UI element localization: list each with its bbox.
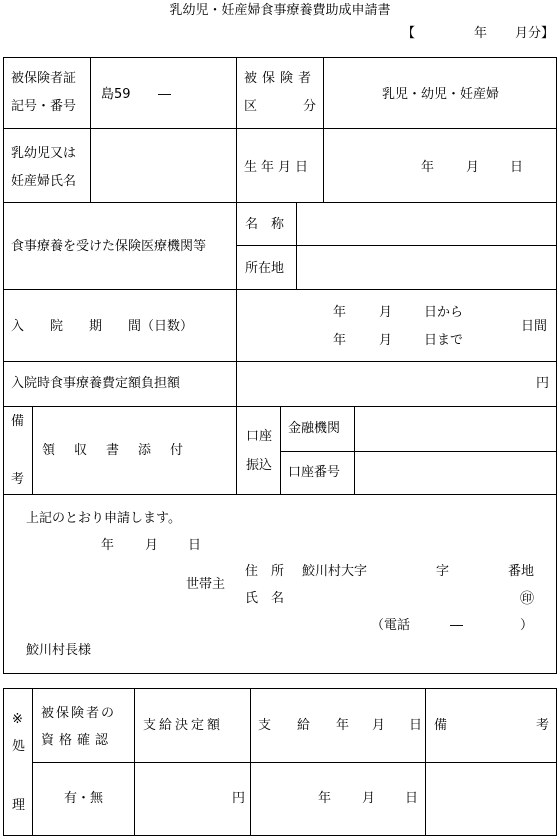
- col-divider: [236, 57, 237, 202]
- declaration-month: 月: [145, 538, 159, 553]
- col-divider: [280, 406, 281, 495]
- householder-label: 世帯主: [186, 577, 226, 592]
- payment-date-label-year: 年: [336, 718, 350, 733]
- facility-address-field[interactable]: [297, 246, 557, 289]
- stay-from-year: 年: [333, 305, 347, 320]
- payment-date-label-kyu: 給: [297, 718, 311, 733]
- address-field[interactable]: [380, 561, 432, 581]
- burden-unit: 円: [536, 376, 550, 391]
- payment-day-unit: 日: [405, 791, 419, 806]
- qualification-options[interactable]: 有・無: [64, 791, 104, 806]
- stay-period-label: 入 院 期 間（日数）: [11, 319, 194, 334]
- birth-month-unit: 月: [466, 160, 480, 175]
- phone-open: （電話: [371, 618, 411, 633]
- payment-date-field[interactable]: [251, 763, 425, 836]
- insured-number-symbol: 島59: [101, 87, 131, 102]
- stay-from-month: 月: [379, 305, 393, 320]
- col-divider: [236, 406, 237, 495]
- account-number-field[interactable]: [355, 452, 557, 495]
- phone-close: ）: [520, 618, 534, 633]
- transfer-label-line2: 振込: [246, 458, 273, 473]
- address-aza: 字: [436, 564, 450, 579]
- office-remarks-label-bi: 備: [434, 718, 448, 733]
- facility-address-label: 所在地: [245, 261, 285, 276]
- payment-year-unit: 年: [318, 791, 332, 806]
- stay-from-day: 日から: [424, 305, 464, 320]
- period-year-field[interactable]: [418, 24, 470, 42]
- burden-label: 入院時食事療養費定額負担額: [11, 376, 181, 391]
- name-label-line2: 妊産婦氏名: [11, 174, 77, 189]
- category-label-bun: 分: [302, 99, 316, 114]
- page-title: 乳幼児・妊産婦食事療養費助成申請書: [169, 3, 391, 18]
- qualification-label-line1: 被保険者の: [41, 706, 117, 721]
- decided-amount-unit: 円: [232, 791, 246, 806]
- office-side-sho: 処: [12, 739, 26, 754]
- insured-number-label-line1: 被保険者証: [11, 71, 77, 86]
- birthdate-label: 生年月日: [244, 160, 313, 175]
- stay-period-field[interactable]: [237, 290, 557, 361]
- facility-name-label: 名 称: [245, 217, 285, 232]
- bank-field[interactable]: [355, 407, 557, 451]
- phone-dash: ―: [450, 618, 463, 633]
- payment-date-label-shi: 支: [258, 718, 272, 733]
- receipt-attached-label: 領 収 書 添 付: [42, 443, 187, 458]
- category-label-line1: [244, 72, 316, 85]
- facility-name-field[interactable]: [297, 203, 557, 245]
- qualification-label-line2: 資格確認: [41, 733, 114, 748]
- col-divider: [32, 406, 33, 495]
- office-side-ri: 理: [12, 798, 26, 813]
- category-label-text: 被保険者: [244, 71, 317, 86]
- payment-date-label-month: 月: [372, 718, 386, 733]
- remarks-label-top: 備: [11, 414, 25, 429]
- declaration-day: 日: [188, 538, 202, 553]
- stay-days-unit: 日間: [521, 319, 548, 334]
- name-label-line1: 乳幼児又は: [11, 146, 77, 161]
- stay-to-day: 日まで: [424, 333, 464, 348]
- decided-amount-label: 支給決定額: [143, 718, 224, 733]
- insured-number-label-line2: 記号・番号: [11, 99, 77, 114]
- householder-name-label: 氏 名: [245, 591, 285, 606]
- stay-to-month: 月: [379, 333, 393, 348]
- phone-field[interactable]: [412, 615, 512, 635]
- birthdate-field[interactable]: [324, 129, 557, 202]
- period-month-field[interactable]: [488, 24, 514, 42]
- col-divider: [236, 202, 237, 289]
- office-remarks-field[interactable]: [426, 763, 557, 836]
- birth-day-unit: 日: [510, 160, 524, 175]
- applicant-name-field[interactable]: [91, 129, 236, 202]
- period-month-close: 月分】: [515, 26, 555, 41]
- address-banchi: 番地: [508, 564, 535, 579]
- birth-year-unit: 年: [421, 160, 435, 175]
- facility-label: 食事療養を受けた保険医療機関等: [11, 239, 207, 254]
- declaration-year: 年: [101, 538, 115, 553]
- account-number-label: 口座番号: [288, 465, 341, 480]
- category-label-line2: [244, 100, 316, 113]
- col-divider: [32, 688, 33, 836]
- stay-to-year: 年: [333, 333, 347, 348]
- insured-number-dash: ―: [158, 87, 171, 102]
- declaration-text: 上記のとおり申請します。: [26, 511, 181, 526]
- bank-label: 金融機関: [288, 421, 341, 436]
- address-label: 住 所: [245, 564, 285, 579]
- office-side-mark: ※: [12, 712, 23, 727]
- payment-month-unit: 月: [362, 791, 376, 806]
- address-village: 鮫川村大字: [302, 564, 368, 579]
- addressee: 鮫川村長様: [26, 643, 92, 658]
- remarks-label-bottom: 考: [11, 472, 25, 487]
- decided-amount-field[interactable]: [135, 763, 230, 836]
- seal-mark: ㊞: [520, 591, 534, 607]
- period-open: 【: [402, 26, 416, 41]
- office-remarks-label-ko: 考: [536, 718, 550, 733]
- payment-date-label-day: 日: [409, 718, 423, 733]
- householder-name-field[interactable]: [300, 588, 510, 608]
- category-options[interactable]: 乳児・幼児・妊産婦: [381, 87, 499, 102]
- period-year: 年: [474, 26, 488, 41]
- category-label-ku: 区: [244, 99, 258, 114]
- transfer-label-line1: 口座: [246, 429, 273, 444]
- burden-amount-field[interactable]: [237, 362, 557, 406]
